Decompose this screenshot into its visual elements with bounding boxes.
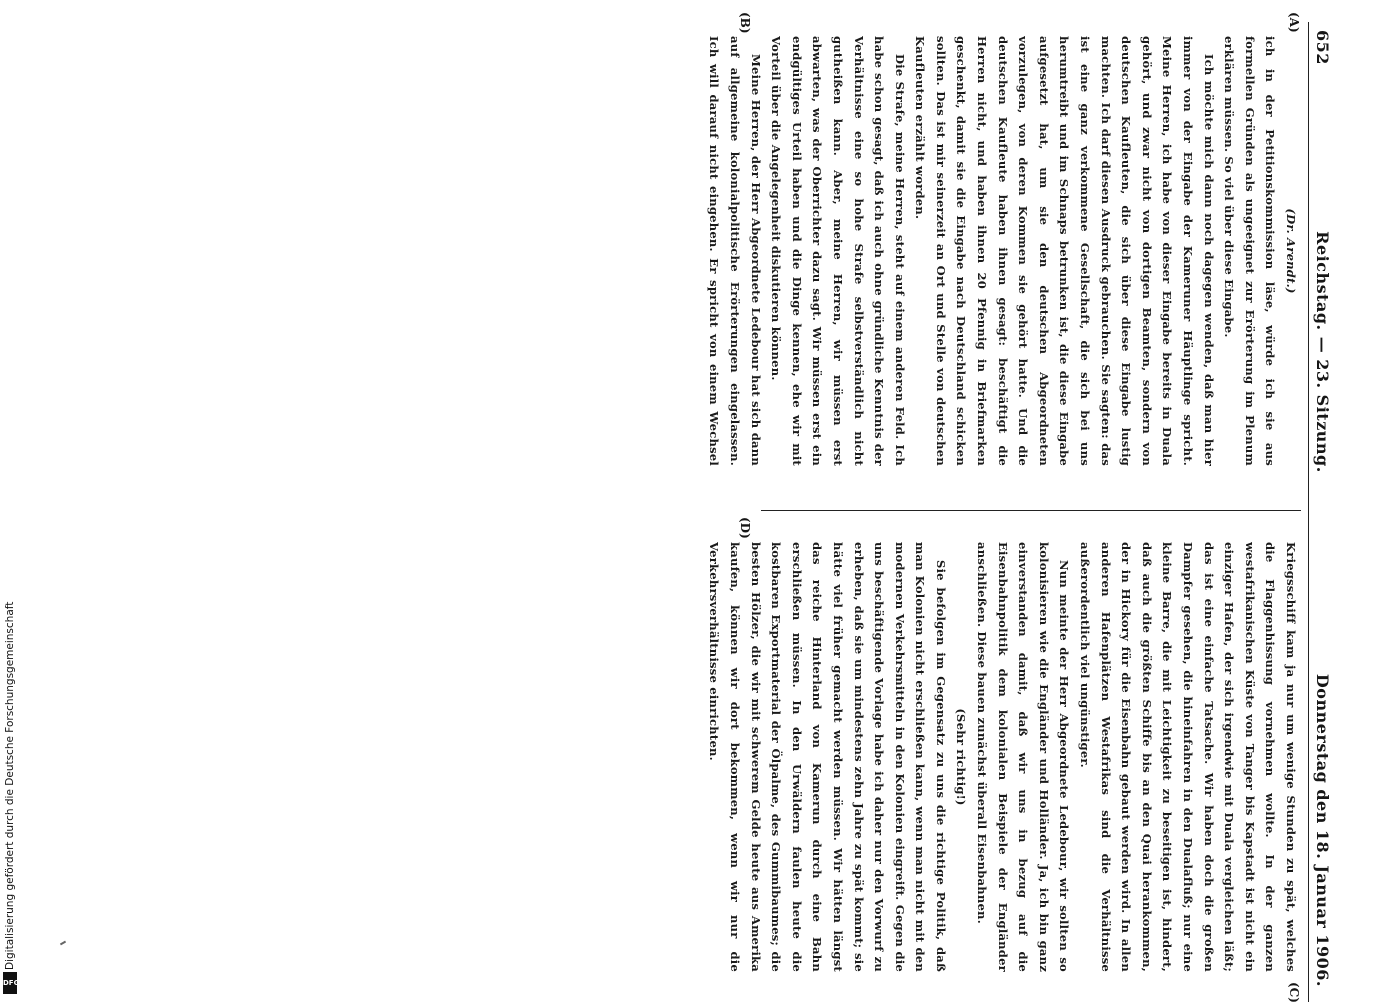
column-divider (761, 510, 1301, 511)
rotated-newspaper-sheet (45, 12, 1335, 1003)
page-header (1308, 22, 1335, 1002)
speaker-label: (Dr. Arendt.) (1284, 208, 1298, 294)
margin-marker-a: (A) (1287, 12, 1301, 33)
page-number: 652 (1313, 30, 1332, 65)
paragraph (701, 542, 704, 972)
paragraph: Nun meinte der Herr Abgeordnete Ledebour, wir sollten so kolonisieren wie die Engländer und Holländer. Ja, ich bin ganz einverstanden damit, daß wir uns in bezug auf die Eisenbahnpolitik dem kolonialen Beispiele der Engländer anschließen. Diese bauen zunächst überall Eisenbahnen. (975, 542, 1072, 972)
margin-marker-d: (D) (738, 517, 752, 539)
left-text-column (701, 36, 1301, 466)
right-text-column (701, 542, 1301, 972)
paragraph: Sie befolgen im Gegensatz zu uns die richtige Politik, daß man Kolonien nicht erschließen kann, wenn man nicht mit den modernen Verkehrsmitteln in den Kolonien eingreift. Gegen die uns beschäftigende Vorlage habe ich daher nur den Vorwurf zu erheben, daß sie um mindestens zehn Jahre zu spät kommt; sie hätte viel früher gemacht werden müssen. Wir hätten längst das reiche Hinterland von Kamerun durch eine Bahn erschließen müssen. In den Urwäldern faulen heute die kostbaren Exportmaterial der Ölpalme, des Gummibaumes; die besten Hölzer, die wir mit schwerem Gelde heute aus Amerika kaufen, können wir dort bekommen, wenn wir nur die Verkehrsverhältnisse einrichten. (707, 542, 948, 972)
paragraph: Die Strafe, meine Herren, steht auf einem anderen Feld. Ich habe schon gesagt, daß ich auch ohne gründliche Kenntnis der Verhältnisse eine so hohe Strafe selbstverständlich nicht gutheißen kann. Aber, meine Herren, wir müssen erst abwarten, was der Oberrichter dazu sagt. Wir müssen erst ein endgültiges Urteil haben und die Dinge kennen, ehe wir mit Vorteil über die Angelegenheit diskutieren können. (769, 36, 907, 466)
margin-marker-c: (C) (1287, 982, 1301, 1003)
page-title: Reichstag. — 23. Sitzung. (1313, 231, 1332, 473)
dfg-logo: DFG (3, 972, 17, 994)
credit-text: Digitalisierung gefördert durch die Deutsche Forschungsgemeinschaft (4, 601, 16, 970)
paragraph: Meine Herren, der Herr Abgeordnete Ledebour hat sich dann auf allgemeine kolonialpolitische Erörterungen eingelassen. Ich will darauf nicht eingehen. Er spricht von einem Wechsel (707, 36, 763, 466)
session-date: Donnerstag den 18. Januar 1906. (1313, 673, 1332, 987)
paragraph: ich in der Petitionskommission läse, würde ich sie aus formellen Gründen als ungeeignet zur Erörterung im Plenum erklären müssen. So viel über diese Eingabe. (1222, 36, 1278, 466)
paragraph: Kriegsschiff kam ja nur um wenige Stunden zu spät, welches die Flaggenhissung vornehmen wollte. In der ganzen westafrikanischen Küste von Tanger bis Kapstadt ist nicht ein einziger Hafen, der sich irgendwie mit Duala vergleichen läßt; das ist eine einfache Tatsache. Wir haben doch die großen Dampfer gesehen, die hineinfahren in den Dualafluß; nur eine kleine Barre, die mit Leichtigkeit zu beseitigen ist, hindert, daß auch die größten Schiffe bis an den Quai herankommen, der in Hickory für die Eisenbahn gebaut werden wird. In allen anderen Hafenplätzen Westafrikas sind die Verhältnisse außerordentlich viel ungünstiger. (1078, 542, 1298, 972)
margin-marker-b: (B) (738, 12, 752, 34)
interjection: (Sehr richtig!) (954, 708, 969, 806)
paragraph: Ich möchte mich dann noch dagegen wenden, daß man hier immer von der Eingabe der Kameruner Häuptlinge spricht. Meine Herren, ich habe von dieser Eingabe bereits in Duala gehört, und zwar nicht von dortigen Beamten, sondern von deutschen Kaufleuten, die sich über diese Eingabe lustig machten. Ich darf diesen Ausdruck gebrauchen. Sie sagten: das ist eine ganz verkommene Gesellschaft, die sich bei uns herumtreibt und im Schnaps betrunken ist, die diese Eingabe aufgesetzt hat, um sie den deutschen Abgeordneten vorzulegen, von deren Kommen sie gehört hatte. Und die deutschen Kaufleute haben ihnen gesagt: beschäftigt die Herren nicht, und haben ihnen 20 Pfennig in Briefmarken geschenkt, damit sie die Eingabe nach Deutschland schicken sollten. Das ist mir seinerzeit an Ort und Stelle von deutschen Kaufleuten erzählt worden. (913, 36, 1216, 466)
